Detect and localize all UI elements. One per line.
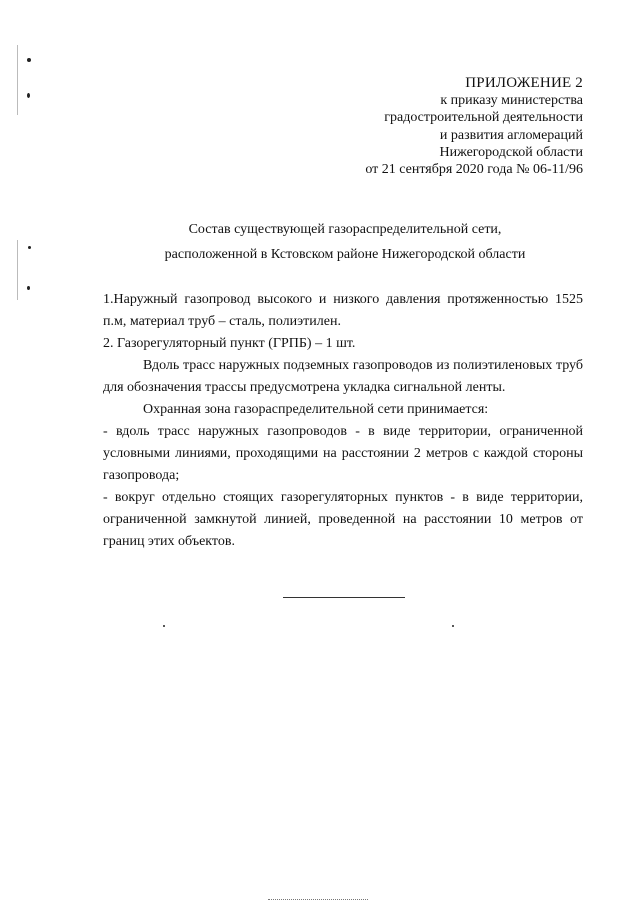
appendix-line: и развития агломераций [439, 127, 583, 143]
paragraph-signal-tape: Вдоль трасс наружных подземных газопроводов из полиэтиленовых труб для обозначения трассы предусмотрена укладка сигнальной ленты. [103, 358, 583, 395]
scan-speck [27, 286, 30, 290]
document-heading-line2: расположенной в Кстовском районе Нижегородской области [164, 247, 526, 262]
appendix-order-date: от 21 сентября 2020 года № 06-11/96 [365, 162, 583, 178]
document-heading-line1: Состав существующей газораспределительной сети, [188, 222, 502, 237]
scan-edge-line [17, 240, 18, 300]
bottom-dotted-line [268, 899, 368, 900]
bullet-pipelines-zone: - вдоль трасс наружных газопроводов - в виде территории, ограниченной условными линиями, проходящими на расстоянии 2 метров с каждой стороны газопровода; [103, 424, 583, 483]
appendix-line: градостроительной деятельности [384, 110, 583, 126]
paragraph-protection-zone: Охранная зона газораспределительной сети принимается: [143, 402, 489, 417]
list-item-pipeline-line1: 1.Наружный газопровод высокого и низкого давления протяженностью 1525 [103, 292, 583, 307]
scan-edge-line [17, 45, 18, 115]
scan-speck [27, 58, 31, 62]
bullet-regulator-zone: - вокруг отдельно стоящих газорегуляторных пунктов - в виде территории, ограниченной замкнутой линией, проведенной на расстоянии 10 метров от границ этих объектов. [103, 490, 583, 549]
document-body [103, 289, 583, 553]
list-item-regulator: 2. Газорегуляторный пункт (ГРПБ) – 1 шт. [103, 336, 356, 351]
end-separator-line [283, 597, 405, 598]
appendix-header [365, 75, 583, 178]
appendix-title: ПРИЛОЖЕНИЕ 2 [465, 75, 583, 91]
list-item-pipeline-line2: п.м, материал труб – сталь, полиэтилен. [103, 314, 341, 329]
appendix-line: Нижегородской области [439, 144, 583, 160]
scan-speck [28, 246, 31, 249]
scan-speck [27, 93, 30, 98]
scan-speck [452, 625, 454, 627]
scan-speck [163, 625, 165, 627]
appendix-line: к приказу министерства [440, 93, 583, 109]
